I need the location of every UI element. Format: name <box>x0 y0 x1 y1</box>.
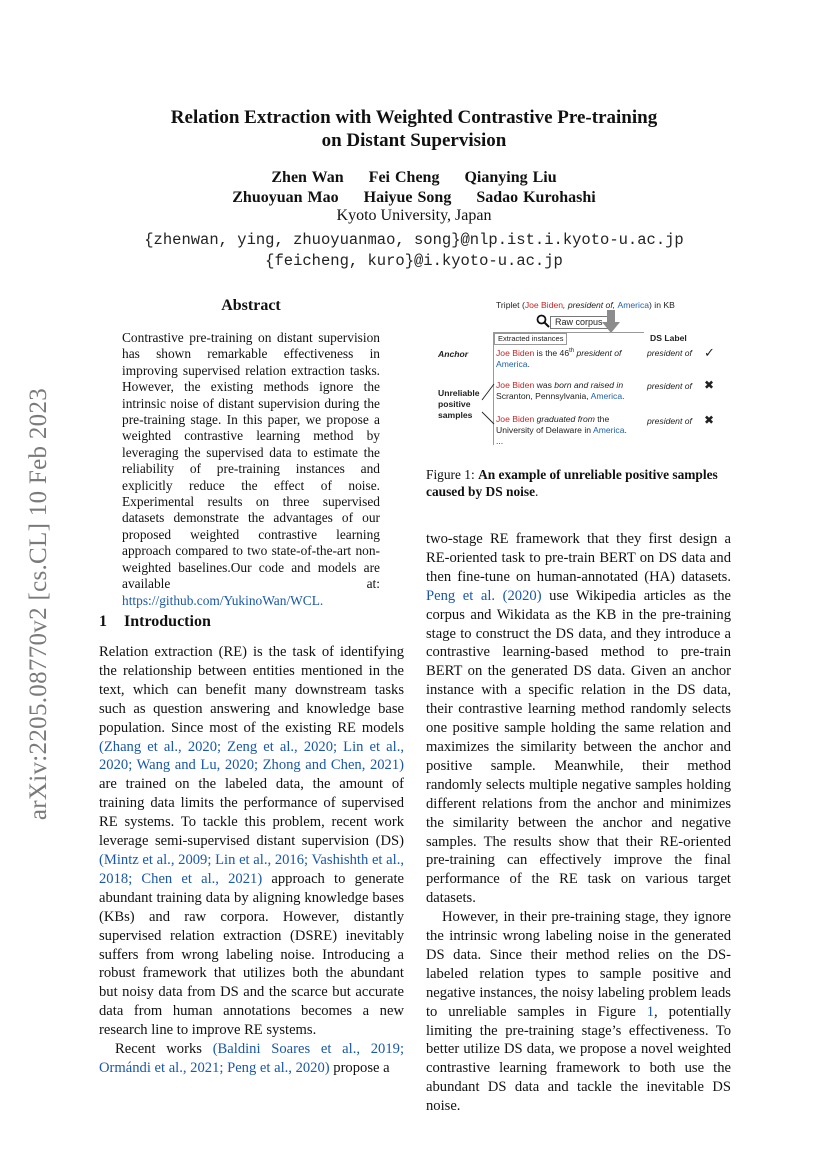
author-block <box>100 168 728 208</box>
right-column <box>426 530 731 1116</box>
paragraph <box>99 1040 404 1078</box>
affiliation: Kyoto University, Japan <box>336 207 492 224</box>
entity-head: Joe Biden <box>524 300 564 310</box>
relation-text: , president of, <box>563 300 618 310</box>
cross-icon: ✖ <box>704 413 715 427</box>
email-block <box>100 230 728 272</box>
entity-tail: America <box>592 425 625 435</box>
text-run: . <box>535 484 539 499</box>
anchor-instance <box>496 346 641 370</box>
magnifier-icon <box>536 314 550 328</box>
relation-text: born and raised in <box>554 380 624 390</box>
text-run: Scranton, Pennsylvania, <box>496 391 591 401</box>
text-run: the <box>594 414 610 424</box>
figure-1 <box>430 296 730 446</box>
text-run: use Wikipedia articles as the corpus and Wikidata as the KB in the pre-training stage to construct the DS data, and they introduce a contrastive learning-based method to pre-train BERT on the generated DS data. Given an anchor instance with a specific relation in the DS data, their contrastive learning method randomly selects one positive sample holding the same relation and maximizes the similarity between the anchor and positive sample. Meanwhile, their method randomly selects multiple negative samples holding different relations from the anchor and minimizes the similarity between the anchor and negative samples. The results show that their RE-oriented pre-training can effectively improve the final performance of the RE task on various target datasets. <box>426 587 731 907</box>
abstract-heading: Abstract <box>221 297 281 314</box>
text-run: Figure 1: <box>426 467 479 482</box>
author-name: Haiyue Song <box>363 189 452 206</box>
text-run: , potentially limiting the pre-training stage’s effectiveness. To better utilize DS data, we propose a novel weighted contrastive learning framework to both use the abundant DS data and tackle the inevitable DS noise. <box>426 1003 731 1115</box>
entity-tail: America <box>617 300 650 310</box>
caption-bold: An example of unreliable positive samples caused by DS noise <box>426 467 718 499</box>
paragraph <box>426 530 731 908</box>
ds-label: president of <box>647 348 692 358</box>
abstract-body <box>122 330 380 609</box>
cross-icon: ✖ <box>704 378 715 392</box>
author-name: Qianying Liu <box>464 169 557 186</box>
text-run: was <box>534 380 555 390</box>
text-run: Recent works <box>115 1041 213 1058</box>
text-run: samples <box>438 410 473 420</box>
author-name: Zhuoyuan Mao <box>232 189 339 206</box>
text-run: University of Delaware in <box>496 425 593 435</box>
text-run: . <box>622 391 625 401</box>
citation-link[interactable]: Peng et al. (2020) <box>426 587 542 604</box>
paragraph <box>426 908 731 1116</box>
left-column <box>99 643 404 1078</box>
text-run: Triplet ( <box>496 300 525 310</box>
author-name: Zhen Wan <box>271 169 344 186</box>
text-run: approach to generate abundant training data by aligning knowledge bases (KBs) and raw corpora. However, distantly supervised relation extraction (DSRE) inevitably suffers from wrong labeling noise. Introducing a robust framework that utilizes both the abundant but noisy data from DS and the scarce but accurate data from human annotations becomes a new research line to improve RE systems. <box>99 870 404 1039</box>
abstract-text: Contrastive pre-training on distant supervision has shown remarkable effectiveness in improving supervised relation extraction tasks. However, the existing methods ignore the intrinsic noise of distant supervision during the pre-training stage. In this paper, we propose a weighted contrastive learning method by leveraging the supervised data to estimate the reliability of pre-training instances and explicitly reduce the effect of noise. Experimental results on three supervised datasets demonstrate the advantages of our proposed weighted contrastive learning approach compared to two state-of-the-art non-weighted baselines.Our code and models are available at: <box>122 330 380 592</box>
extracted-instances-label: Extracted instances <box>494 333 567 345</box>
figure-ref-link[interactable]: 1 <box>646 1003 655 1020</box>
text-run: ) in KB <box>649 300 675 310</box>
checkmark-icon: ✓ <box>704 345 715 360</box>
unreliable-instance <box>496 414 646 447</box>
author-name: Sadao Kurohashi <box>476 189 596 206</box>
title-line-1: Relation Extraction with Weighted Contrastive Pre-training <box>170 107 658 128</box>
authors-row-1 <box>100 168 728 188</box>
citation-link[interactable]: (Zhang et al., 2020; Zeng et al., 2020; Lin et al., 2020; Wang and Lu, 2020; Zhong and Chen, 2021) <box>99 738 404 774</box>
text-run: Relation extraction (RE) is the task of identifying the relationship between entities mentioned in the text, which can benefit many downstream tasks such as question answering and knowledge base population. Since most of the existing RE models <box>99 644 404 736</box>
ds-label: president of <box>647 381 692 391</box>
entity-head: Joe Biden <box>496 414 535 424</box>
text-run: However, in their pre-training stage, they ignore the intrinsic wrong labeling noise in the generated DS data. Since their method relies on the DS-labeled relation types to sample positive and negative instances, the noisy labeling problem leads to unreliable samples in Figure <box>426 909 731 1020</box>
raw-corpus-box: Raw corpus <box>550 316 608 329</box>
text-run: are trained on the labeled data, the amount of training data limits the performance of supervised RE systems. To tackle this problem, recent work leverage semi-supervised distant supervision (DS) <box>99 776 404 850</box>
citation-link[interactable]: (Mintz et al., 2009; Lin et al., 2016; Vashishth et al., 2018; Chen et al., 2021) <box>99 851 404 887</box>
text-run: th <box>569 348 575 354</box>
title-line-2: on Distant Supervision <box>321 130 507 151</box>
text-run: Unreliable <box>438 388 480 398</box>
text-run: . <box>624 425 627 435</box>
text-run: ... <box>496 436 504 446</box>
entity-head: Joe Biden <box>496 380 535 390</box>
triplet-line <box>496 300 675 310</box>
figure-caption <box>426 466 731 500</box>
paragraph <box>99 643 404 1040</box>
down-arrow-icon <box>602 310 620 334</box>
relation-text: graduated from <box>534 414 595 424</box>
unreliable-label <box>438 388 480 421</box>
citation-link[interactable]: (Baldini Soares et al., 2019; Ormándi et al., 2021; Peng et al., 2020) <box>99 1041 404 1076</box>
text-run: . <box>527 358 530 369</box>
author-name: Fei Cheng <box>368 169 440 186</box>
arxiv-stamp: arXiv:2205.08770v2 [cs.CL] 10 Feb 2023 <box>25 387 52 821</box>
ds-label: president of <box>647 416 692 426</box>
entity-tail: America <box>496 358 528 369</box>
entity-head: Joe Biden <box>496 347 535 358</box>
section-heading <box>99 613 211 631</box>
section-number: 1 <box>99 613 107 630</box>
text-run: positive <box>438 399 471 409</box>
paper-title <box>100 106 728 152</box>
text-run: two-stage RE framework that they first design a RE-oriented task to pre-train BERT on DS data and then fine-tune on human-annotated (HA) datasets. <box>426 531 731 585</box>
relation-text: president of <box>574 347 622 358</box>
text-run: is the 46 <box>534 347 570 358</box>
email-line-2: {feicheng, kuro}@i.kyoto-u.ac.jp <box>265 252 563 270</box>
bracket-lines <box>480 382 496 432</box>
code-link[interactable]: https://github.com/YukinoWan/WCL. <box>122 592 324 608</box>
entity-tail: America <box>590 391 623 401</box>
authors-row-2 <box>100 188 728 208</box>
anchor-label: Anchor <box>438 349 469 359</box>
email-line-1: {zhenwan, ying, zhuoyuanmao, song}@nlp.ist.i.kyoto-u.ac.jp <box>144 231 684 249</box>
text-run: propose a <box>329 1059 390 1076</box>
unreliable-instance <box>496 380 641 402</box>
section-title: Introduction <box>124 613 211 630</box>
ds-label-header: DS Label <box>650 333 687 343</box>
